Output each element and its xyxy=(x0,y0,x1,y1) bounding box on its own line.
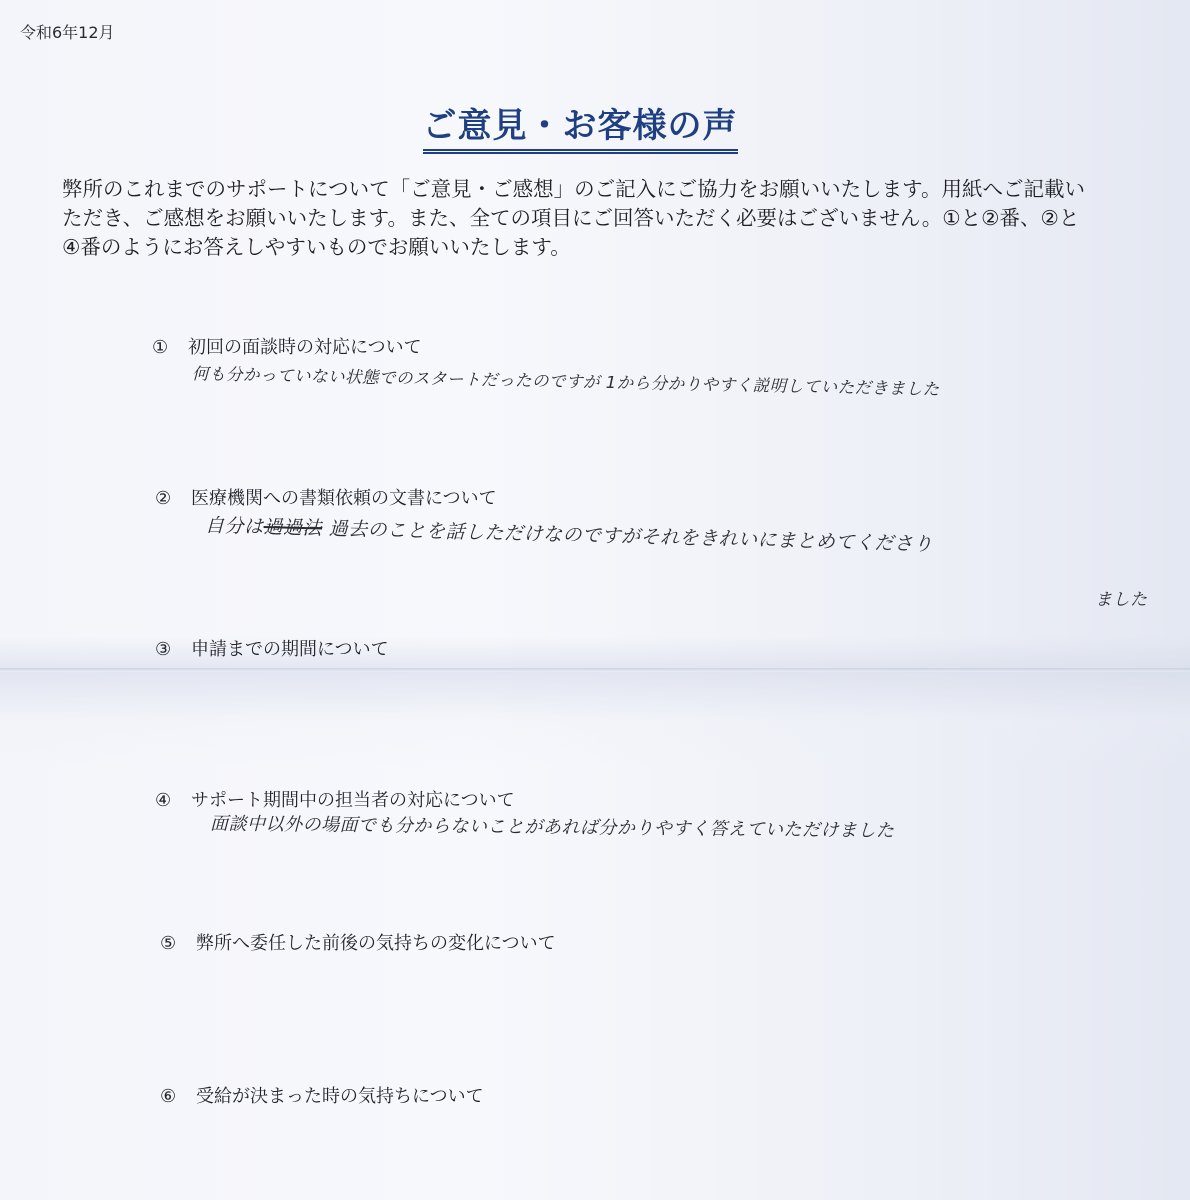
question-label: 申請までの期間について xyxy=(191,639,389,660)
question-3 xyxy=(155,635,389,661)
answer-2-line-2: ました xyxy=(1095,590,1148,610)
question-5 xyxy=(160,929,556,955)
question-label: 初回の面談時の対応について xyxy=(188,337,422,358)
answer-4-line-1: 面談中以外の場面でも分からないことがあれば分かりやすく答えていただけました xyxy=(209,813,895,842)
question-number: ⑥ xyxy=(160,1086,177,1107)
answer-1-line-1: 何も分かっていない状態でのスタートだったのですが 1から分かりやすく説明していただきました xyxy=(191,364,940,399)
question-number: ③ xyxy=(155,639,172,660)
form-date: 令和6年12月 xyxy=(20,23,115,42)
question-label: 弊所へ委任した前後の気持ちの変化について xyxy=(196,933,556,954)
question-label: サポート期間中の担当者の対応について xyxy=(191,790,515,811)
question-number: ① xyxy=(152,337,169,358)
question-number: ⑤ xyxy=(160,933,177,954)
intro-paragraph: 弊所のこれまでのサポートについて「ご意見・ご感想」のご記入にご協力をお願いいたします。用紙へご記載いただき、ご感想をお願いいたします。また、全ての項目にご回答いただく必要はございません。①と②番、②と④番のようにお答えしやすいものでお願いいたします。 xyxy=(62,177,1085,259)
question-2 xyxy=(155,484,497,510)
answer-2-line-1 xyxy=(205,510,934,556)
question-4 xyxy=(155,786,515,812)
question-label: 医療機関への書類依頼の文書について xyxy=(191,488,497,509)
answer-2-crossed-out: 過過法 xyxy=(263,516,323,540)
question-number: ② xyxy=(155,488,172,509)
form-title: ご意見・お客様の声 xyxy=(423,98,738,154)
paper-fold-line xyxy=(0,668,1190,672)
question-6 xyxy=(160,1082,484,1108)
answer-2-text: 過去のことを話しただけなのですがそれをきれいにまとめてくださり xyxy=(328,517,934,556)
question-number: ④ xyxy=(155,790,172,811)
question-1 xyxy=(152,333,422,359)
question-label: 受給が決まった時の気持ちについて xyxy=(196,1086,484,1107)
title-block xyxy=(405,98,755,154)
answer-2-prefix: 自分は xyxy=(204,514,264,538)
